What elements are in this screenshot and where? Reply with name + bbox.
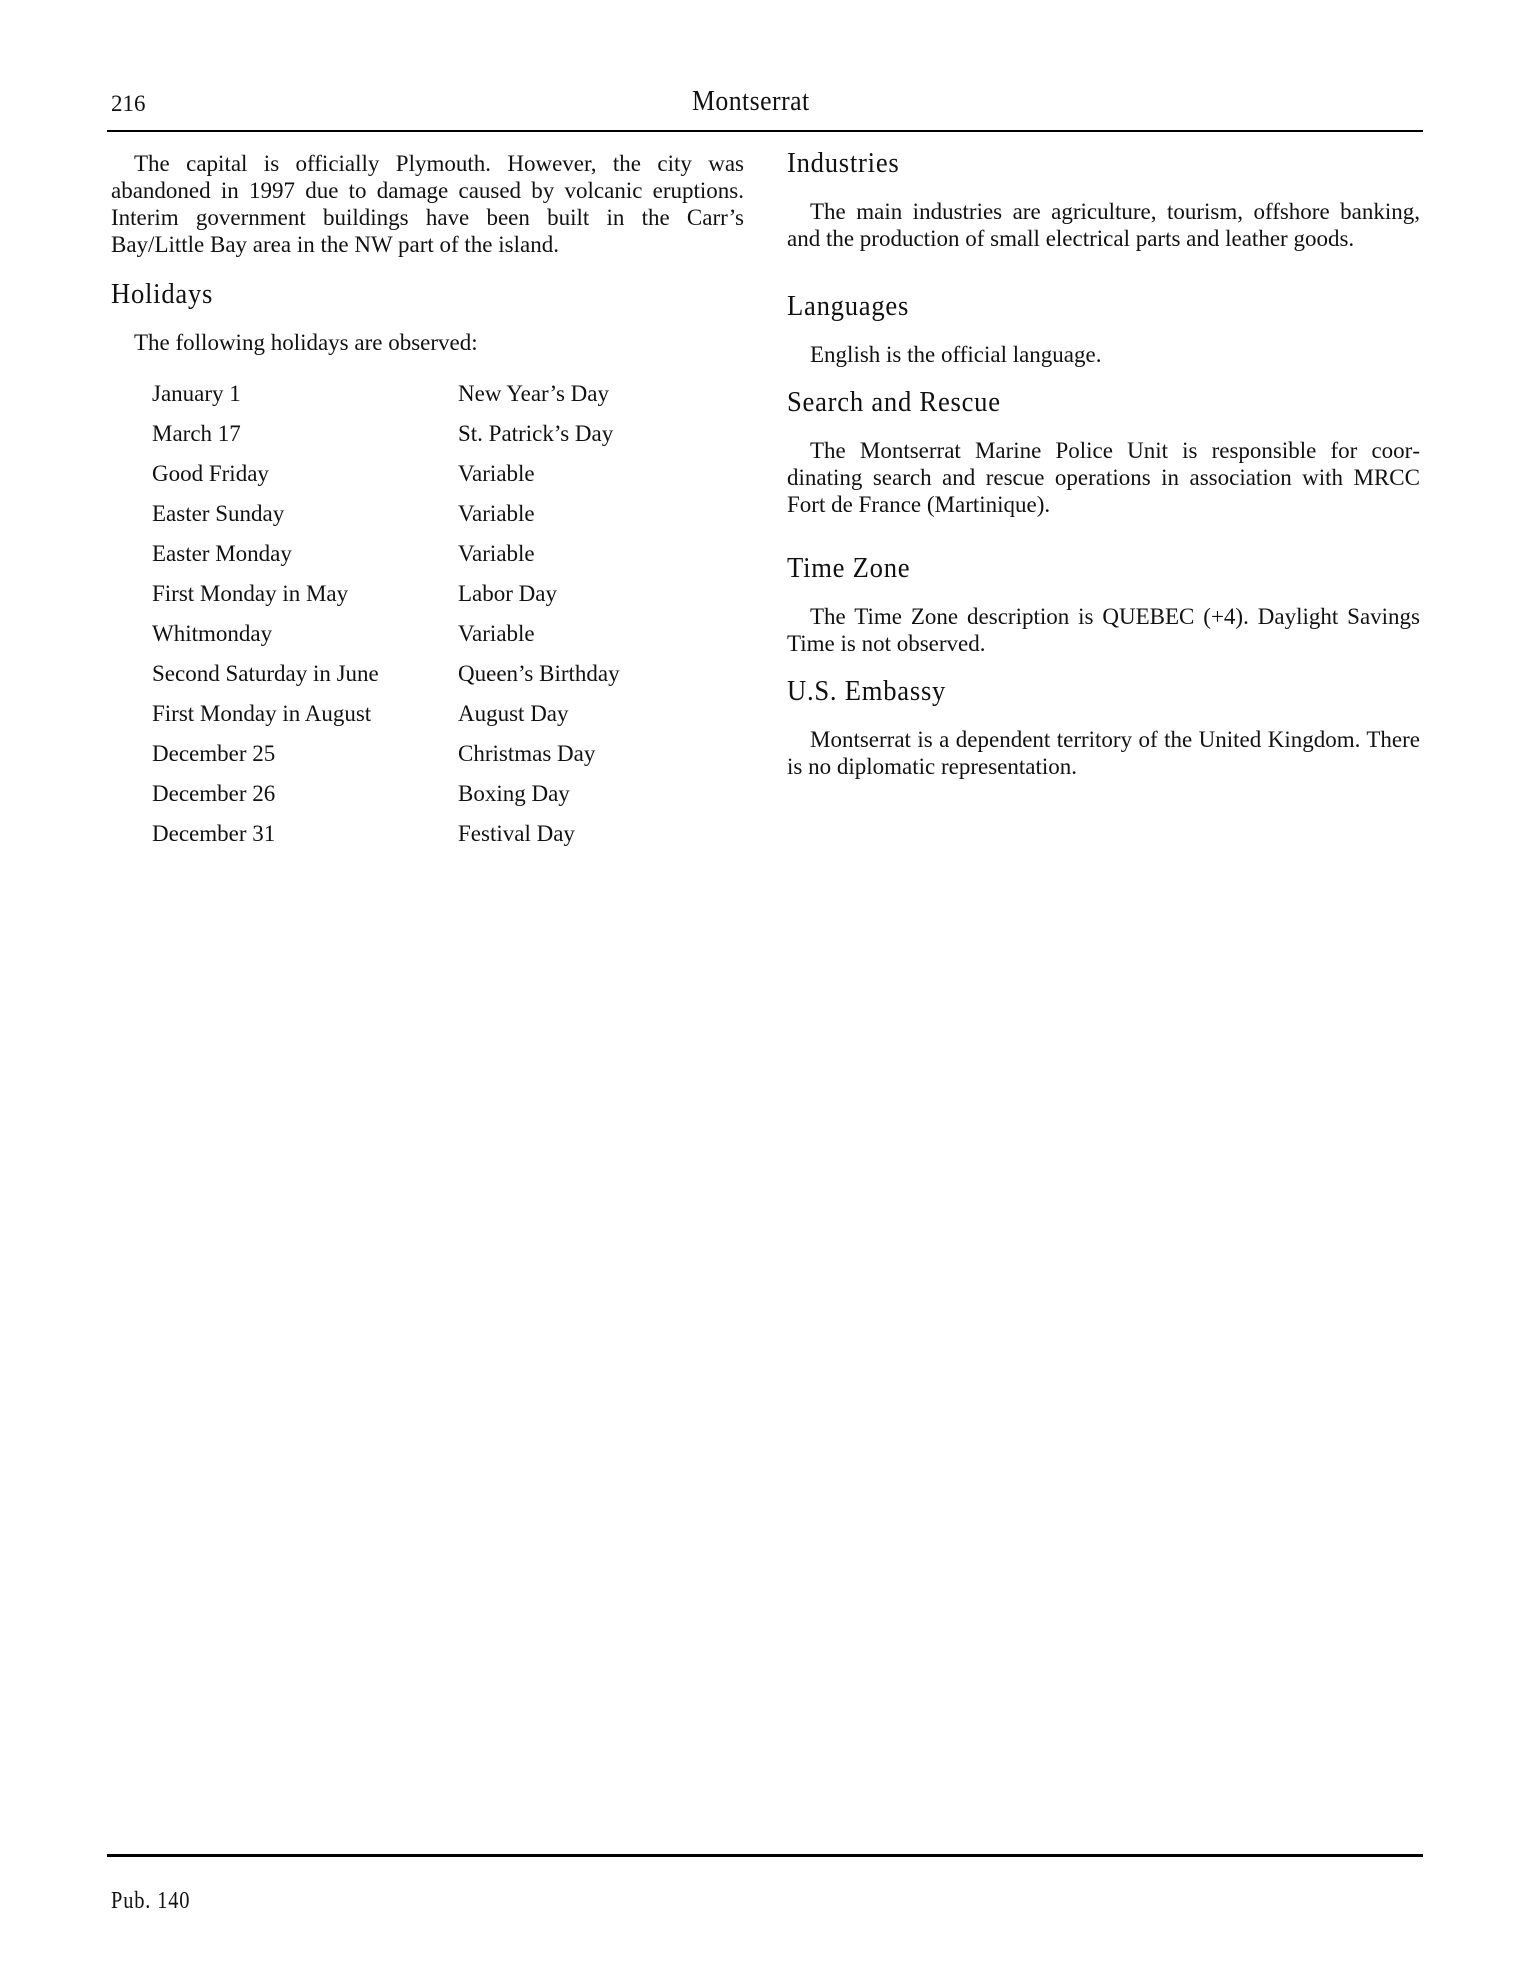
industries-heading: Industries: [787, 148, 900, 179]
holiday-name: Christmas Day: [458, 741, 596, 766]
holiday-date: Easter Sunday: [152, 501, 285, 526]
holiday-name: Variable: [458, 501, 535, 526]
holiday-name: Boxing Day: [458, 781, 570, 806]
holidays-heading: Holidays: [111, 279, 214, 310]
holiday-name: August Day: [458, 701, 569, 726]
holiday-name: Variable: [458, 461, 535, 486]
holiday-date: First Monday in August: [152, 701, 372, 726]
table-row: [152, 734, 620, 774]
holiday-date: Whitmonday: [152, 621, 273, 646]
right-column: [787, 147, 1420, 780]
table-row: [152, 814, 620, 854]
holiday-date: December 31: [152, 821, 276, 846]
us-embassy-heading: U.S. Embassy: [787, 676, 947, 707]
holiday-name: Variable: [458, 541, 535, 566]
holiday-name: Variable: [458, 621, 535, 646]
header-rule: [107, 130, 1423, 132]
search-and-rescue-paragraph: The Montserrat Marine Police Unit is responsible for coordinating search and rescue operations in association with MRCC Fort de France (Martinique).: [787, 438, 1420, 517]
languages-heading: Languages: [787, 291, 910, 322]
left-column: [111, 150, 744, 854]
holiday-date: Second Saturday in June: [152, 661, 379, 686]
footer-rule: [107, 1854, 1423, 1857]
holiday-date: March 17: [152, 421, 241, 446]
holiday-date: Easter Monday: [152, 541, 292, 566]
us-embassy-paragraph: Montserrat is a dependent territory of the United Kingdom. There is no diplomatic representation.: [787, 727, 1420, 779]
table-row: [152, 654, 620, 694]
table-row: [152, 454, 620, 494]
page-number: 216: [111, 91, 146, 116]
capital-paragraph: The capital is officially Plymouth. However, the city was abandoned in 1997 due to damage caused by volcanic eruptions. Interim government buildings have been built in the Carr’s Bay/Little Bay area in the NW part of the island.: [111, 151, 744, 257]
holiday-name: New Year’s Day: [458, 381, 609, 406]
holiday-name: Labor Day: [458, 581, 557, 606]
holiday-name: Festival Day: [458, 821, 575, 846]
table-row: [152, 494, 620, 534]
holiday-date: January 1: [152, 381, 241, 406]
running-title: Montserrat: [692, 86, 810, 117]
table-row: [152, 774, 620, 814]
holiday-date: First Monday in May: [152, 581, 349, 606]
holidays-intro: The following holidays are observed:: [134, 330, 478, 355]
holiday-date: December 25: [152, 741, 276, 766]
publication-label: Pub. 140: [111, 1888, 191, 1914]
table-row: [152, 614, 620, 654]
table-row: [152, 694, 620, 734]
search-and-rescue-heading: Search and Rescue: [787, 387, 1001, 418]
holiday-date: Good Friday: [152, 461, 269, 486]
holiday-name: Queen’s Birthday: [458, 661, 620, 686]
holiday-name: St. Patrick’s Day: [458, 421, 614, 446]
table-row: [152, 414, 620, 454]
industries-paragraph: The main industries are agriculture, tourism, offshore banking, and the production of small electrical parts and leather goods.: [787, 199, 1420, 251]
time-zone-paragraph: The Time Zone description is QUEBEC (+4). Daylight Savings Time is not observed.: [787, 604, 1420, 656]
table-row: [152, 574, 620, 614]
time-zone-heading: Time Zone: [787, 553, 911, 584]
table-row: [152, 374, 620, 414]
table-row: [152, 534, 620, 574]
languages-paragraph: English is the official language.: [810, 342, 1102, 367]
holiday-date: December 26: [152, 781, 276, 806]
holidays-table: [152, 374, 620, 854]
